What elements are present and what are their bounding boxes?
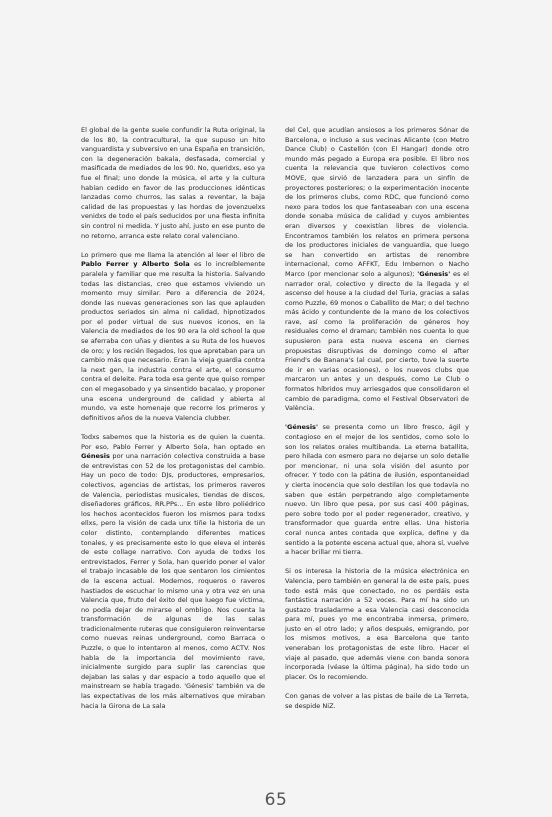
paragraph-intro: El global de la gente suele confundir la Ruta original, la de los 80, la contracultural, la que supuso un hito vanguardista y subversivo en una España en transición, con la degeneración bakala, desfasada, comercial y masificada de mediados de los 90. No, queridxs, eso ya fue el final; uno donde la música, el arte y la cultura habían cedido en favor de las producciones idénticas lanzadas como churros, las salas a reventar, la baja calidad de las propuestas y las hordas de jovenzuelxs venidxs de todo el país seducidos por una fiesta infinita sin control ni medida. Y justo ahí, justo en ese punto de no retorno, arranca este relato coral valenciano. <box>81 126 265 240</box>
paragraph-text: se presenta como un libro fresco, ágil y contagioso en el mejor de los sentidos, como solo lo son los relatos orales multibanda. La eterna batallita, pero hilada con esmero para no dejarse un solo detalle por mencionar, ni una sola visión del asunto por ofrecer. Y todo con la pátina de ilusión, espontaneidad y cierta inocencia que solo destilan los que todavía no saben que están perpetrando algo completamente nuevo. Un libro que pesa, por sus casi 400 páginas, pero sobre todo por el poder regenerador, creativo, y transformador que guarda entre ellas. Una historia coral nunca antes contada que explica, define y da sentido a la potente escena actual que, ahora sí, vuelve a hacer brillar mi tierra. <box>285 423 469 557</box>
paragraph-recommendation: Si os interesa la historia de la música electrónica en Valencia, pero también en general la de este país, pues todo está más que conectado, no os perdáis esta fantástica narración a 52 voces. Para mí ha sido un gustazo trasladarme a esa Valencia casi desconocida para mí, pues yo me encontraba inmersa, primero, justo en el otro lado; y años después, emigrando, por los mismos motivos, a esa Barcelona que tanto veneraban los protagonistas de este libro. Hacer el viaje al pasado, que además viene con banda sonora incorporada (véase la última página), ha sido todo un placer. Os lo recomiendo. <box>285 567 469 681</box>
paragraph-text: Lo primero que me llama la atención al leer el libro de <box>81 250 265 259</box>
paragraph-text: Todxs sabemos que la historia es de quien la cuenta. Por eso, Pablo Ferrer y Alberto Sola, han optado en <box>81 433 265 451</box>
right-text-column <box>285 126 469 721</box>
book-title: 'Génesis' <box>417 269 451 278</box>
paragraph-text: es lo increíblemente paralela y familiar que me resulta la historia. Salvando todas las distancias, creo que estamos viviendo un momento muy similar. Pero a diferencia de 2024, donde las nuevas generaciones son las que aplauden productos seriados sin alma ni calidad, hipnotizados por el poder virtual de sus nuevos iconos, en la Valencia de mediados de los 90 era la old school la que se aferraba con uñas y dientes a su Ruta de los huevos de oro; y los recién llegados, los que apretaban para un cambio más que necesario. Eran la vieja guardia contra la next gen, la industria contra el arte, el consumo contra el deleite. Para toda esa gente que quiso romper con el megasobado y ya sinsentido bacalao, y proponer una escena underground de calidad y abierta al mundo, va este homenaje que recorre los primeros y definitivos años de la nueva Valencia clubber. <box>81 260 266 422</box>
left-text-column <box>81 126 265 711</box>
paragraph-text: es el narrador oral, colectivo y directo de la llegada y el ascenso del house a la ciudad del Turia, gracias a salas como Puzzle, 69 monos o Caballito de Mar; o del techno más ácido y contundente de la mano de los colectivos rave, así como la proliferación de géneros hoy residuales como el draman; también nos cuenta lo que supusieron para esta nueva escena en ciernes propuestas disruptivas de domingo como el after Friend's de Banana's (al cual, por cierto, tuve la suerte de ir en varias ocasiones), o los nuevos clubs que marcaron un antes y un después, como Le Club o formatos híbridos muy arriesgados que consolidaron el cambio de paradigma, como el Festival Observatori de València. <box>285 269 469 413</box>
book-title: 'Génesis' <box>285 423 318 432</box>
paragraph-authors <box>81 251 265 424</box>
author-names: Pablo Ferrer y Alberto Sola <box>81 260 190 269</box>
paragraph-scene <box>285 126 469 414</box>
book-title: Génesis <box>81 452 110 461</box>
paragraph-text: del Cel, que acudían ansiosos a los primeros Sónar de Barcelona, o incluso a sus vecinas Alicante (con Metro Dance Club) o Castellón (con El Hangar) donde otro mundo más pegado a Europa era posible. El libro nos cuenta la relevancia que tuvieron colectivos como MOVE, que sirvió de lanzadera para un sinfín de proyectores posteriores; o la experimentación inocente de los primeros clubs, como RDC, que funcionó como nexo para todos los que fantaseaban con una escena donde sonaba música de calidad y cuyos ambientes eran diversos y coexistían libres de violencia. Encontramos también los relatos en primera persona de los productores iniciales de vanguardia, que luego se han convertido en artistas de renombre internacional, como AFFKT, Edu Imbernon o Nacho Marco (por mencionar solo a algunos); <box>285 126 469 278</box>
paragraph-signoff: Con ganas de volver a las pistas de baile de La Terreta, se despide NiZ. <box>285 692 469 710</box>
paragraph-narration <box>81 433 265 711</box>
paragraph-review <box>285 423 469 557</box>
page-number: 65 <box>264 790 288 810</box>
paragraph-text: por una narración colectiva construida a base de entrevistas con 52 de los protagonistas del cambio. Hay un poco de todo: DJs, productores, empresarios, colectivos, agencias de artistas, los primeros raveros de Valencia, periodistas musicales, tiendas de discos, diseñadores gráficos, RR.PPs… En este libro poliédrico los hechos acontecidos fueron los mismos para todxs ellxs, pero la visión de cada unx tiñe la historia de un color distinto, contemplando diferentes matices tonales, y es precisamente esto lo que eleva el interés de este collage narrativo. Con ayuda de todxs los entrevistados, Ferrer y Sola, han querido poner el valor el trabajo incasable de los que sentaron los cimientos de la escena actual. Modernos, roqueros o raveros hastiados de escuchar lo mismo una y otra vez en una Valencia que, fruto del éxito del que luego fue víctima, no podía dejar de mirarse el ombligo. Nos cuenta la transformación de algunas de las salas tradicionalmente ruteras que consiguieron reinventarse como nuevas reinas underground, como Barraca o Puzzle, o que lo intentaron al menos, como ACTV. Nos habla de la importancia del movimiento rave, inicialmente surgido para suplir las carencias que dejaban las salas y dar espacio a todo aquello que el mainstream se había tragado. 'Génesis' también va de las expectativas de los más alternativos que miraban hacia la Girona de La sala <box>81 452 265 710</box>
